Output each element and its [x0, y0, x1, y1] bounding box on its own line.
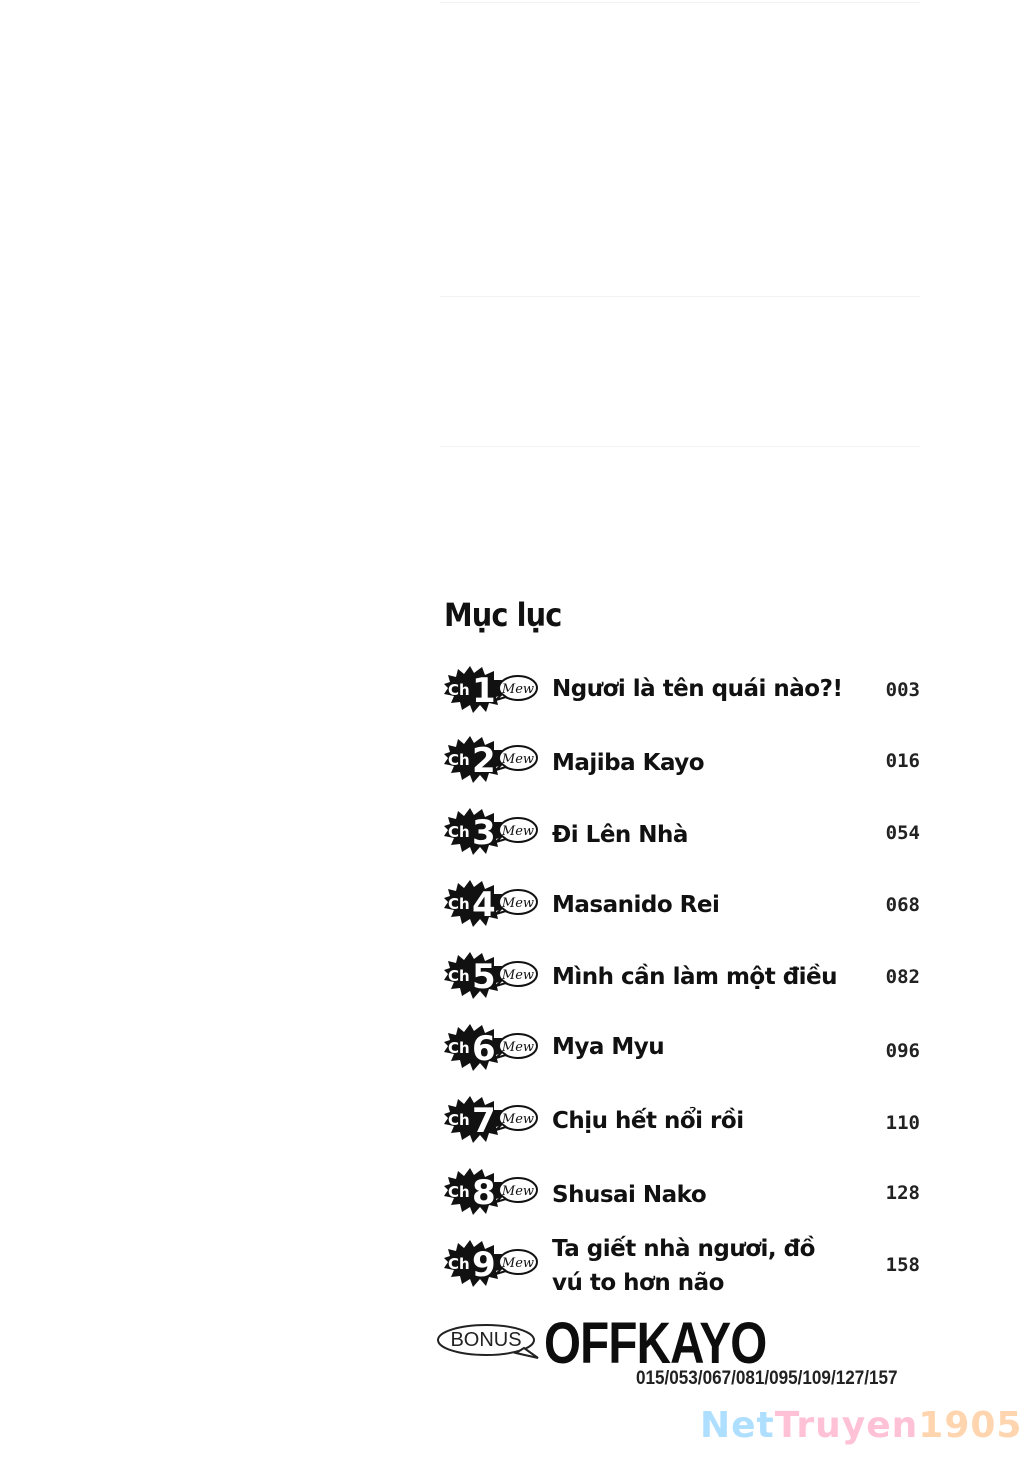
badge-prefix: Ch	[448, 681, 470, 699]
chapter-badge	[440, 658, 540, 720]
badge-bubble-text: Mew	[501, 1040, 535, 1055]
badge-bubble-text: Mew	[501, 1256, 535, 1271]
chapter-page: 003	[885, 679, 920, 701]
chapter-page: 054	[885, 822, 920, 844]
bonus-row[interactable]	[436, 1311, 767, 1376]
scan-line	[440, 446, 920, 447]
badge-number: 3	[472, 813, 496, 853]
chapter-row-5[interactable]	[440, 944, 920, 1006]
chapter-row-4[interactable]	[440, 872, 920, 934]
chapter-row-7[interactable]	[440, 1088, 920, 1150]
chapter-title: Mình cần làm một điều	[552, 964, 838, 990]
badge-bubble-text: Mew	[501, 1184, 535, 1199]
badge-number: 1	[472, 671, 496, 711]
badge-bubble-text: Mew	[501, 682, 535, 697]
chapter-row-6[interactable]	[440, 1016, 920, 1078]
chapter-page: 068	[885, 894, 920, 916]
chapter-row-9[interactable]	[440, 1232, 920, 1294]
chapter-page: 158	[885, 1254, 920, 1276]
scan-line	[440, 296, 920, 297]
chapter-badge	[440, 944, 540, 1006]
chapter-title: Majiba Kayo	[552, 750, 705, 776]
chapter-badge	[440, 800, 540, 862]
badge-bubble-text: Mew	[501, 896, 535, 911]
badge-prefix: Ch	[448, 895, 470, 913]
chapter-title: Shusai Nako	[552, 1182, 707, 1208]
chapter-title: Ta giết nhà ngươi, đồ vú to hơn não	[552, 1236, 815, 1296]
badge-number: 9	[472, 1245, 496, 1285]
badge-number: 2	[472, 741, 496, 781]
badge-bubble-text: Mew	[501, 752, 535, 767]
badge-bubble-text: Mew	[501, 968, 535, 983]
chapter-row-1[interactable]	[440, 658, 920, 720]
badge-prefix: Ch	[448, 1183, 470, 1201]
badge-number: 4	[472, 885, 496, 925]
badge-number: 8	[472, 1173, 496, 1213]
chapter-badge	[440, 1016, 540, 1078]
badge-prefix: Ch	[448, 751, 470, 769]
chapter-page: 016	[885, 750, 920, 772]
chapter-badge	[440, 872, 540, 934]
bonus-title: OFFKAYO	[544, 1311, 767, 1376]
badge-prefix: Ch	[448, 1255, 470, 1273]
chapter-page: 096	[885, 1040, 920, 1062]
chapter-row-8[interactable]	[440, 1160, 920, 1222]
badge-prefix: Ch	[448, 1039, 470, 1057]
chapter-page: 082	[885, 966, 920, 988]
badge-number: 5	[472, 957, 496, 997]
chapter-badge	[440, 728, 540, 790]
badge-number: 6	[472, 1029, 496, 1069]
chapter-title: Đi Lên Nhà	[552, 822, 688, 848]
scan-line	[440, 2, 920, 3]
chapter-title: Chịu hết nổi rồi	[552, 1108, 744, 1134]
bonus-pages: 015/053/067/081/095/109/127/157	[636, 1368, 898, 1389]
badge-prefix: Ch	[448, 1111, 470, 1129]
watermark-part: 1905	[918, 1405, 1023, 1446]
watermark-part: Net	[700, 1405, 775, 1446]
chapter-badge	[440, 1088, 540, 1150]
badge-prefix: Ch	[448, 967, 470, 985]
badge-bubble-text: Mew	[501, 1112, 535, 1127]
chapter-title: Mya Myu	[552, 1034, 665, 1060]
watermark	[700, 1405, 1022, 1446]
chapter-page: 128	[885, 1182, 920, 1204]
page-title: Mục lục	[444, 596, 562, 634]
chapter-badge	[440, 1232, 540, 1294]
bonus-label-text: BONUS	[450, 1329, 522, 1351]
chapter-row-3[interactable]	[440, 800, 920, 862]
bonus-label	[436, 1322, 540, 1356]
chapter-badge	[440, 1160, 540, 1222]
badge-number: 7	[472, 1101, 496, 1141]
chapter-title: Masanido Rei	[552, 892, 720, 918]
chapter-row-2[interactable]	[440, 728, 920, 790]
watermark-part: Truyen	[774, 1405, 919, 1446]
badge-prefix: Ch	[448, 823, 470, 841]
chapter-page: 110	[885, 1112, 920, 1134]
chapter-title: Ngươi là tên quái nào?!	[552, 676, 843, 702]
badge-bubble-text: Mew	[501, 824, 535, 839]
